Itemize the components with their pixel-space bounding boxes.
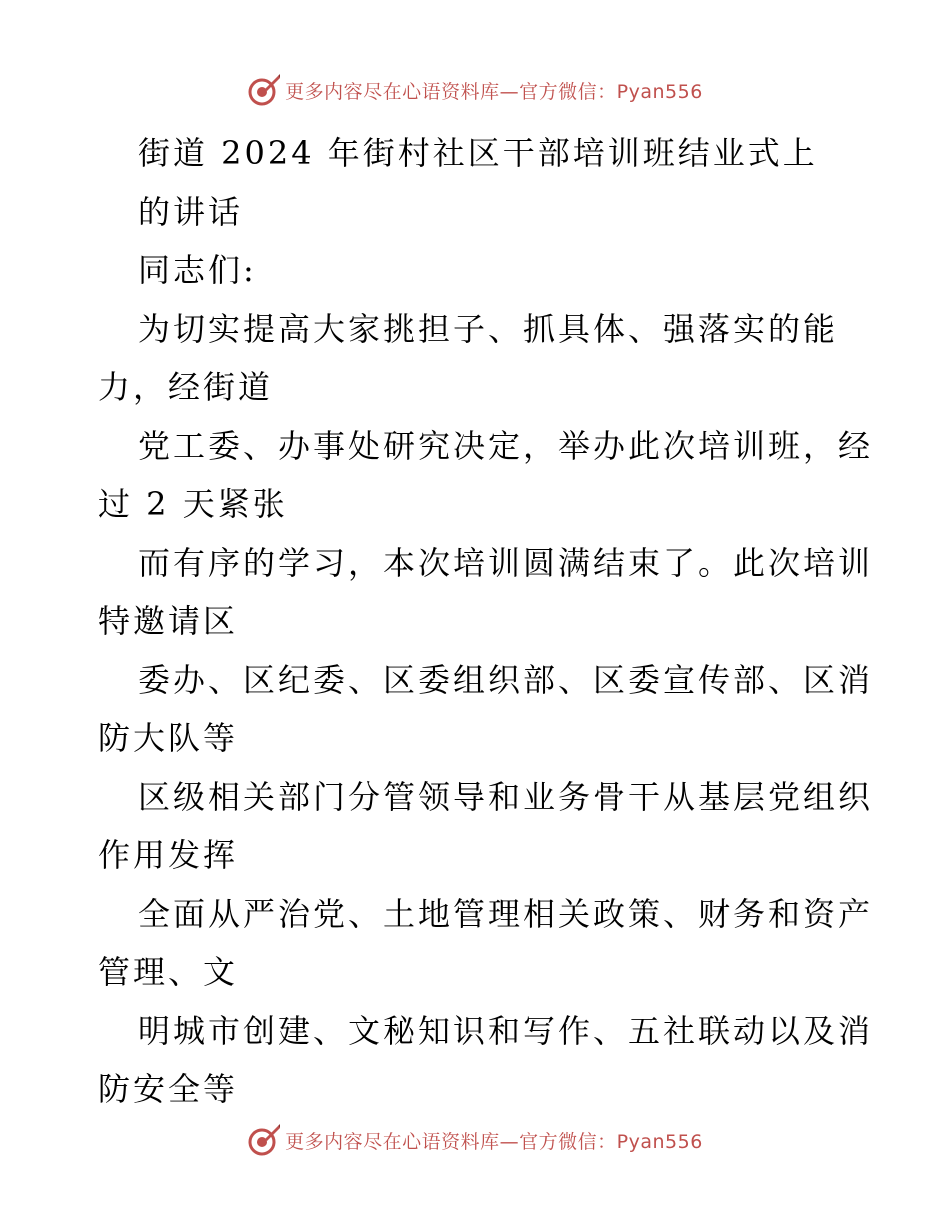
text-line: 的讲话	[138, 192, 244, 231]
text-line: 区级相关部门分管领导和业务骨干从基层党组织	[138, 777, 874, 816]
quill-seal-icon	[247, 1123, 281, 1157]
text-line: 党工委、办事处研究决定，举办此次培训班，经	[138, 426, 874, 465]
text-line: 特邀请区	[98, 602, 239, 640]
header-banner[interactable]	[0, 70, 950, 110]
text-line: 管理、文	[98, 953, 239, 991]
text-line: 防大队等	[98, 719, 239, 757]
text-line: 作用发挥	[98, 836, 239, 874]
footer-banner-text: 更多内容尽在心语资料库—官方微信：Pyan556	[285, 1130, 703, 1153]
text-line: 为切实提高大家挑担子、抓具体、强落实的能	[138, 309, 839, 348]
text-line: 过 2 天紧张	[98, 485, 288, 523]
footer-banner[interactable]	[0, 1120, 950, 1160]
text-line: 防安全等	[98, 1070, 239, 1108]
text-line: 街道 2024 年街村社区干部培训班结业式上	[138, 134, 818, 172]
header-banner-text: 更多内容尽在心语资料库—官方微信：Pyan556	[285, 80, 703, 103]
text-line: 明城市创建、文秘知识和写作、五社联动以及消	[138, 1011, 874, 1050]
text-line: 同志们:	[138, 251, 257, 289]
quill-seal-icon	[247, 73, 281, 107]
text-line: 全面从严治党、土地管理相关政策、财务和资产	[138, 894, 874, 933]
speech-body	[98, 124, 874, 1119]
text-line: 而有序的学习，本次培训圆满结束了。此次培训	[138, 543, 874, 582]
text-line: 力，经街道	[98, 368, 274, 406]
text-line: 委办、区纪委、区委组织部、区委宣传部、区消	[138, 660, 874, 699]
